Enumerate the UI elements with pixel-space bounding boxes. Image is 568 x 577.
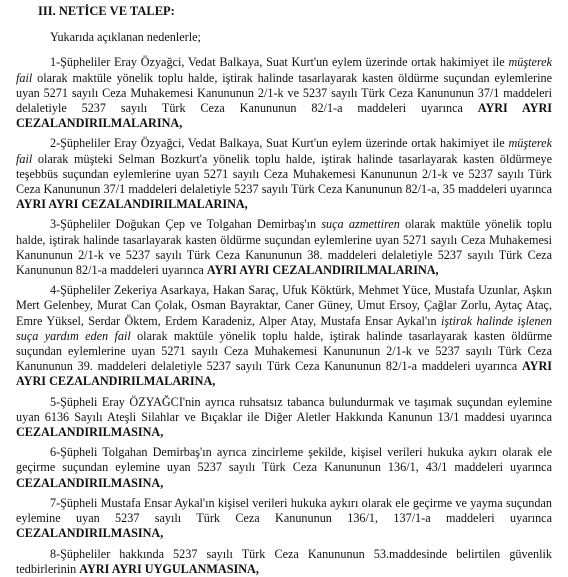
request-item-1: 1-Şüpheliler Eray Özyağci, Vedat Balkaya, Suat Kurt'un eylem üzerinde ortak hakimiyet ile müşterek fail olarak maktüle yönelik toplu halde, iştirak halinde tasarlayarak kasten öldürme suçundan eylemlerine uyan 5271 sayılı Ceza Muhakemesi Kanununun 2/1-k ve 5237 sayılı Türk Ceza Kanununun 37/1 maddeleri delaletiyle 5237 sayılı Türk Ceza Kanununun 82/1-a maddeleri uyarınca AYRI AYRI CEZALANDIRILMALARINA, [16, 55, 553, 131]
request-item-2: 2-Şüpheliler Eray Özyağci, Vedat Balkaya, Suat Kurt'un eylem üzerinde ortak hakimiyet ile müşterek fail olarak müşteki Selman Bozkurt'a yönelik toplu halde, iştirak halinde tasarlayarak kasten öldürmeye teşebbüs suçundan eylemlerine uyan 5271 sayılı Ceza Muhakemesi Kanununun 2/1-k ve 5237 sayılı Türk Ceza Kanununun 37/1 maddeleri delaletiyle 5237 sayılı Türk Ceza Kanununun 82/1-a, 35 maddeleri uyarınca AYRI AYRI CEZALANDIRILMALARINA, [16, 136, 552, 212]
request-item-8: 8-Şüpheliler hakkında 5237 sayılı Türk Ceza Kanununun 53.maddesinde belirtilen güvenlik tedbirlerinin AYRI AYRI UYGULANMASINA, [16, 546, 552, 576]
request-item-4: 4-Şüpheliler Zekeriya Asarkaya, Hakan Saraç, Ufuk Köktürk, Mehmet Yüce, Mustafa Uzunlar, Aşkın Mert Gelenbey, Murat Can Çolak, Osman Bayraktar, Caner Güney, Umut Ersoy, Çağlar Zorlu, Aytaç Ataç, Emre Yüksel, Serdar Öktem, Erdem Karadeniz, Alper Atay, Mustafa Ensar Aykal'ın iştirak halinde işlenen suça yardım eden fail olarak maktüle yönelik toplu halde, iştirak halinde tasarlayarak kasten öldürme suçundan eylemlerine uyan 5271 sayılı Ceza Muhakemesi Kanununun 2/1-k ve 5237 sayılı Türk Ceza Kanununun 39. maddeleri delaletiyle 5237 sayılı Türk Ceza Kanununun 82/1-a maddeleri uyarınca AYRI AYRI CEZALANDIRILMALARINA, [16, 283, 552, 389]
request-item-5: 5-Şüpheli Eray ÖZYAĞCI'nin ayrıca ruhsatsız tabanca bulundurmak ve taşımak suçundan eylemine uyan 6136 Sayılı Ateşli Silahlar ve Bıçaklar ile Diğer Aletler Hakkında Kanunun 13/1 maddesi uyarınca CEZALANDIRILMASINA, [16, 394, 552, 440]
section-heading: III. NETİCE VE TALEP: [38, 4, 175, 18]
intro-text: Yukarıda açıklanan nedenlerle; [50, 30, 201, 45]
request-item-6: 6-Şüpheli Tolgahan Demirbaş'ın ayrıca zincirleme şekilde, kişisel verileri hukuka aykırı olarak ele geçirme suçundan eylemine uyan 5237 sayılı Türk Ceza Kanununun 136/1, 43/1 maddeleri uyarınca CEZALANDIRILMASINA, [16, 445, 552, 490]
request-item-3: 3-Şüpheliler Doğukan Çep ve Tolgahan Demirbaş'ın suça azmettiren olarak maktüle yönelik toplu halde, iştirak halinde tasarlayarak kasten öldürme suçundan eylemlerine uyan 5271 sayılı Ceza Muhakemesi Kanununun 2/1-k ve 5237 sayılı Türk Ceza Kanununun 38. maddeleri delaletiyle 5237 sayılı Türk Ceza Kanununun 82/1-a maddeleri uyarınca AYRI AYRI CEZALANDIRILMALARINA, [16, 217, 552, 278]
request-item-7: 7-Şüpheli Mustafa Ensar Aykal'ın kişisel verileri hukuka aykırı olarak ele geçirme ve yayma suçundan eylemine uyan 5237 sayılı Türk Ceza Kanununun 136/1, 137/1-a maddeleri uyarınca CEZALANDIRILMASINA, [16, 495, 552, 541]
